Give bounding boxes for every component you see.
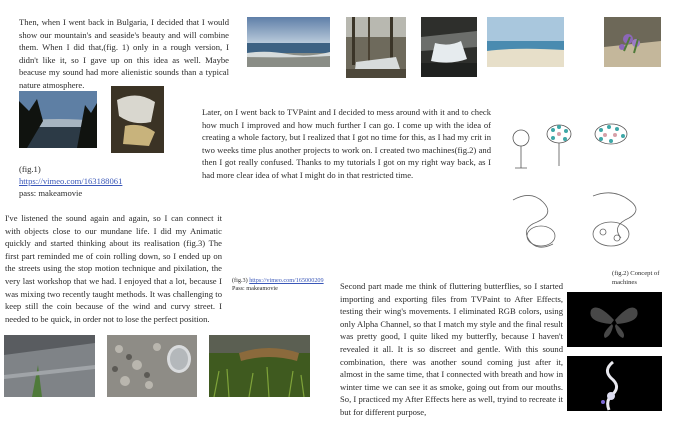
smoke-frame	[567, 356, 662, 411]
seaside-photo	[247, 17, 330, 67]
gravel-coin-photo	[107, 335, 197, 397]
fig3-caption	[232, 277, 352, 292]
butterfly-frame	[567, 292, 662, 347]
fig3-label: (fig.3)	[232, 277, 248, 284]
fig1-vimeo-link[interactable]: https://vimeo.com/163188061	[19, 176, 123, 186]
animatic-paragraph: I've listened the sound again and again, so I can connect it with objects close to our mundane life. I did my Animatic quickly and started thinking about its realisation (fig.3) The first part reminded me of coin rolling down, so I ended up on the streets using the stop motion technique and pixilation, the very last workshop that we had. I enjoyed that a lot, because I was mixing two recently taught methods. It was challenging to keep still the coin because of the wind and curvy street. I needed to be quick, in order not to lose the perfect position.	[5, 213, 222, 324]
beach-photo	[487, 17, 564, 67]
machines-paragraph: Later, on I went back to TVPaint and I decided to mess around with it and to check how much I improved and how much further I can go. I come up with the idea of creating a whole factory, but I realized that I got no time for this, as I had my crit in two weeks time plus another projects to work on. I created two machines(fig.2) and then I got really confused. Thanks to my tutorials I got on my right way back, as I had more clear idea of what I might do in that restricted time.	[202, 107, 491, 180]
intro-paragraph: Then, when I went back in Bulgaria, I decided that I would show our mountain's and seaside's beauty and will combine them. When I did that,(fig. 1) only in a rough version, I didn't like it, so I gave up on this idea as well. Maybe beacuse my sound had more alienistic sounds than a typical nature atmosphere.	[19, 17, 229, 90]
machine-sketches-bottom	[503, 188, 663, 256]
fig1-label: (fig.1)	[19, 164, 41, 174]
machine-sketches-top	[503, 118, 663, 180]
mountain-view-photo	[19, 91, 97, 148]
waterfall-photo	[421, 17, 477, 77]
fig3-vimeo-link[interactable]: https://vimeo.com/165000209	[249, 277, 324, 284]
fig1-password: pass: makeamovie	[19, 188, 83, 198]
forest-stream-photo	[346, 17, 406, 78]
rock-stream-photo	[111, 86, 164, 153]
street-coin-photo	[4, 335, 95, 397]
fig3-password: Pass: makeamovie	[232, 284, 278, 292]
flowers-photo	[604, 17, 661, 67]
grass-drain-photo	[209, 335, 310, 397]
fig2-caption: (fig.2) Concept of machines	[612, 270, 660, 286]
butterfly-paragraph: Second part made me think of fluttering butterflies, so I started importing and exporting files from TVPaint to After Effects, testing their wing's movements. I eliminated RGB colors, using only Alpha Channel, so that I match my style and the final result was pretty good, I quite liked my butterfly, because I haven't revealed it all. It is so discreet and gentle. With this sound combination, there was another sound coming just after it, almost in the same time, that I connected with breath and how in winter time we can see it as smoke, going out from our mouths. So, I practiced my After Effects here as well, tryind to recreate it but for different purpose,	[340, 281, 563, 417]
